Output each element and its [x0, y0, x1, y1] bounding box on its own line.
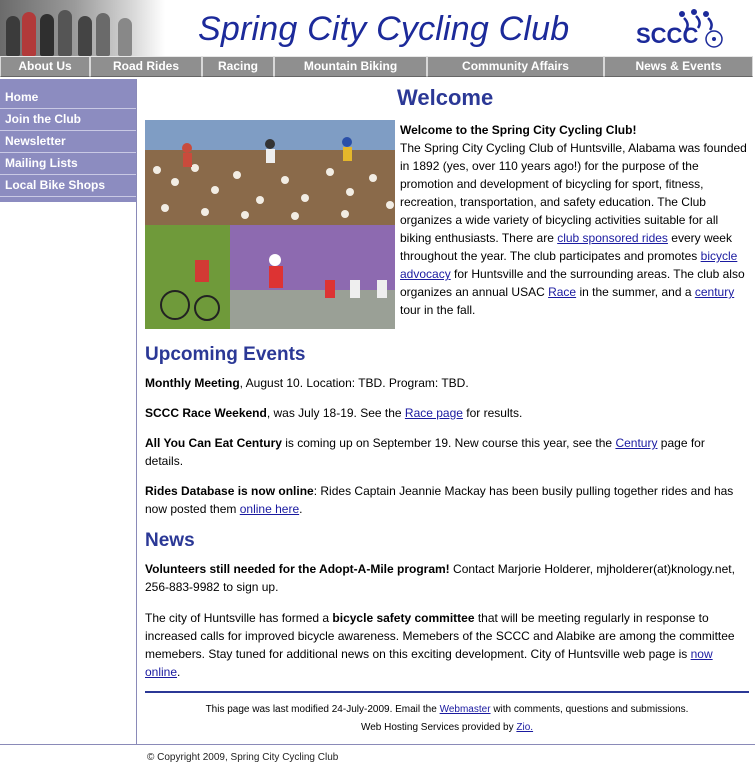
online-here-link[interactable]: online here — [239, 502, 300, 516]
footer-text-2: with comments, questions and submissions. — [490, 704, 689, 715]
news-bold: bicycle safety committee — [332, 611, 475, 625]
nav-about-us[interactable]: About Us — [0, 56, 90, 77]
site-title: Spring City Cycling Club — [198, 10, 570, 48]
event-century — [145, 434, 745, 470]
news-text-2: that will be meeting regularly in response to increased calls for improved bicycle awareness. Memebers of the SCCC and Alabike are among the committee memebers. Stay tuned for additional news on this exciting development. City of Huntsville web page is — [145, 611, 735, 661]
upcoming-events-heading: Upcoming Events — [145, 344, 306, 365]
nav-news-events[interactable]: News & Events — [604, 56, 753, 77]
footer-divider — [145, 691, 749, 693]
bottom-divider — [0, 744, 755, 745]
sidebar-item-newsletter[interactable]: Newsletter — [0, 131, 136, 153]
news-title: Volunteers still needed for the Adopt-A-Mile program! — [145, 562, 450, 576]
event-title: SCCC Race Weekend — [145, 406, 267, 420]
welcome-text-4: in the summer, and a — [576, 285, 695, 299]
sidebar-item-mailing-lists[interactable]: Mailing Lists — [0, 153, 136, 175]
event-text-end: for results. — [462, 406, 523, 420]
header-cyclists-photo — [0, 0, 165, 56]
news-heading: News — [145, 530, 195, 551]
century-link[interactable]: century — [694, 285, 735, 299]
event-text: : Rides Captain Jeannie Mackay has been busily pulling together rides and has now posted them — [145, 484, 734, 516]
race-link[interactable]: Race — [548, 285, 577, 299]
event-text: , was July 18-19. See the — [266, 406, 405, 420]
nav-community-affairs[interactable]: Community Affairs — [427, 56, 604, 77]
copyright: © Copyright 2009, Spring City Cycling Club — [147, 752, 339, 763]
race-page-link[interactable]: Race page — [404, 406, 463, 420]
bicycle-advocacy-link[interactable]: bicycle advocacy — [400, 249, 738, 281]
event-rides-database — [145, 482, 745, 518]
nav-racing[interactable]: Racing — [202, 56, 274, 77]
sidebar — [0, 79, 137, 744]
welcome-intro — [400, 121, 750, 319]
news-adopt-a-mile — [145, 560, 745, 596]
welcome-text-2: every week throughout the year. The club participates and promotes — [400, 231, 732, 263]
event-race-weekend — [145, 404, 745, 422]
nav-road-rides[interactable]: Road Rides — [90, 56, 202, 77]
cyclists-photo-collage — [145, 120, 395, 329]
event-text-end: . — [299, 502, 303, 516]
event-text: is coming up on September 19. New course this year, see the — [281, 436, 616, 450]
zio-link[interactable]: Zio. — [516, 722, 534, 733]
sidebar-item-join[interactable]: Join the Club — [0, 109, 136, 131]
svg-text:SCCC: SCCC — [636, 23, 699, 48]
welcome-text-3: for Huntsville and the surrounding areas. The club also organizes an annual USAC — [400, 267, 745, 299]
event-text: , August 10. Location: TBD. Program: TBD. — [239, 376, 469, 390]
event-text-end: page for details. — [145, 436, 705, 468]
news-text: Contact Marjorie Holderer, mjholderer(at)knology.net, 256-883-9982 to sign up. — [145, 562, 735, 594]
sidebar-item-bike-shops[interactable]: Local Bike Shops — [0, 175, 136, 197]
news-text: The city of Huntsville has formed a — [145, 611, 333, 625]
footer-text: This page was last modified 24-July-2009. Email the — [205, 704, 440, 715]
welcome-lead: Welcome to the Spring City Cycling Club! — [400, 123, 637, 137]
club-rides-link[interactable]: club sponsored rides — [557, 231, 668, 245]
century-page-link[interactable]: Century — [615, 436, 658, 450]
event-title: Rides Database is now online — [145, 484, 314, 498]
event-title: All You Can Eat Century — [145, 436, 282, 450]
welcome-text-5: tour in the fall. — [400, 303, 476, 317]
last-modified-line — [145, 703, 749, 717]
sidebar-menu — [0, 79, 136, 202]
sidebar-item-home[interactable]: Home — [0, 87, 136, 109]
news-text-end: . — [177, 665, 181, 679]
welcome-text: The Spring City Cycling Club of Huntsville, Alabama was founded in 1892 (yes, over 110 years ago!) for the purpose of the promotion and development of bicycling for sport, fitness, recreation, transportation, and safety education. The Club organizes a wide variety of bicycling activities suitable for all biking enthusiasts. There are — [400, 141, 747, 245]
event-monthly-meeting — [145, 374, 745, 392]
now-online-link[interactable]: now online — [145, 647, 713, 679]
nav-mountain-biking[interactable]: Mountain Biking — [274, 56, 427, 77]
top-navigation — [0, 56, 755, 77]
welcome-heading: Welcome — [397, 85, 494, 110]
hosting-line — [145, 721, 749, 735]
news-safety-committee — [145, 609, 745, 681]
hosting-text: Web Hosting Services provided by — [360, 722, 517, 733]
webmaster-link[interactable]: Webmaster — [439, 704, 491, 715]
sccc-logo — [634, 6, 726, 50]
event-title: Monthly Meeting — [145, 376, 240, 390]
site-header — [0, 0, 755, 56]
